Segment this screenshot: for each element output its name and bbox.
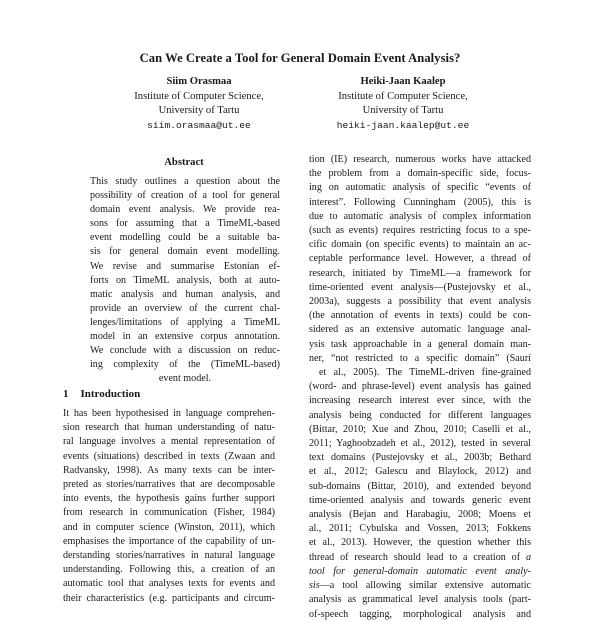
introduction-column-2 [309,153,531,622]
section-heading-introduction [63,388,140,400]
body-line: ysis task approachable in a general domain man- [309,338,531,350]
abstract-line: forts on TimeML analysis, both at auto- [90,274,280,286]
body-line: ner, “not restricted to a specific domain” (Saurí [309,352,531,364]
body-line: of-speech tagging, morphological analysis and [309,608,531,620]
paper-title: Can We Create a Tool for General Domain Event Analysis? [139,51,461,65]
author-name: Siim Orasmaa [166,76,232,87]
author-affiliation: Institute of Computer Science, [134,90,264,102]
body-line: 2011; Yaghoobzadeh et al., 2012), tested in several [309,438,531,450]
body-line: ral language involves a mental representation of [63,436,275,448]
introduction-column-1 [63,407,275,606]
abstract-body [90,175,280,386]
abstract-line: We revise and summarise Estonian ef- [90,260,280,272]
body-line: the problem from a domain-specific side, focus- [309,168,531,180]
body-line: et al., 2013). However, the question whether this [309,537,531,549]
abstract-line: provide an overview of the current chal- [90,302,280,314]
body-line: (Bittar, 2010; Xue and Zhou, 2010; Caselli et al., [309,423,531,435]
italic-text: a [525,551,531,563]
italic-text: sis [309,580,320,592]
body-line: research, initiated by TimeML—a framework for [309,267,531,279]
abstract-line: This study outlines a question about the [90,176,280,187]
body-line: sub-domains (Bittar, 2010), and extended beyond [309,480,531,492]
body-line: interest”. Following Cunningham (2005), this is [309,196,531,208]
body-line: time-oriented analysis and towards generic event [309,494,531,506]
body-line: increasing research interest ever since, with the [309,395,531,407]
author-block-1 [84,75,314,133]
abstract-line: We conclude with a discussion on reduc- [90,345,280,357]
body-line [309,579,531,593]
body-line: It has been hypothesised in language comprehen- [63,408,275,419]
body-line: tion (IE) research, numerous works have attacked [309,154,531,165]
abstract-line: ing complexity of the (TimeML-based) [90,359,280,371]
body-line: et al., 2005). The TimeML-driven fine-grained [319,367,531,379]
abstract-line: sis for general domain event modelling. [90,246,280,258]
body-line: emphasises the importance of the capability of un- [63,535,275,547]
author-university: University of Tartu [362,105,444,117]
body-line: text domains (Pustejovsky et al., 2003b; Bethard [309,452,531,464]
abstract-line: model in an extensive corpus annotation. [90,331,280,343]
body-line: understanding. Following this, a creation of an [63,564,275,576]
abstract-line: lenges/limitations of applying a TimeML [90,316,280,328]
body-line: sion research that human understanding of natu- [63,422,275,434]
body-line: (such as events) requires restricting focus to a spe- [309,225,531,237]
body-line: ing on automatic analysis of specific “events of [309,182,531,194]
body-line: tool for general-domain automatic event analy- [309,565,531,577]
body-line: al., 2011; Cybulska and Vossen, 2013; Fokkens [309,523,531,535]
author-affiliation: Institute of Computer Science, [338,90,468,102]
body-line: ceptable performance level. However, a thread of [309,253,531,265]
body-line: analysis as grammatical level analysis tools (part- [309,594,531,606]
abstract-line: event modelling could be a suitable ba- [90,232,280,244]
abstract-line: matic analysis and human analysis, and [90,288,280,300]
author-name: Heiki-Jaan Kaalep [360,76,446,87]
body-line: from research in communication (Fisher, 1984) [63,507,275,519]
body-line: sidered as an extensive automatic language anal- [309,324,531,336]
body-line: analysis (Bejan and Harabagiu, 2008; Moens et [309,509,531,521]
body-line: Radvansky, 1998). As many texts can be inter- [63,464,275,476]
body-line: due to automatic analysis of complex information [309,210,531,222]
section-title: Introduction [80,388,141,400]
body-line: time-oriented event analysis—(Pustejovsky et al., [309,281,531,293]
body-line: events (situations) described in texts (Zwaan and [63,450,275,462]
body-line: 2003a), suggests a possibility that event analysis [309,296,531,308]
body-line: (the annotation of events in texts) could be con- [309,310,531,322]
body-line: analysis being conducted for different languages [309,409,531,421]
abstract-line: event model. [158,373,212,385]
body-line: their characteristics (e.g. participants and circum- [63,592,275,604]
body-line: into events, the hypothesis gains further support [63,493,275,505]
abstract-line: domain event analysis. We provide rea- [90,204,280,216]
body-line: automatic tool that analyses texts for events and [63,578,275,590]
abstract-heading: Abstract [164,157,204,168]
author-university: University of Tartu [158,105,240,117]
body-text: —a tool allowing similar extensive automatic [319,580,531,592]
body-line: and in computer science (Winston, 2011), which [63,521,275,533]
abstract-line: possibility of creation of a tool for general [90,190,280,202]
author-email[interactable]: heiki-jaan.kaalep@ut.ee [336,119,470,131]
body-line [309,551,531,565]
body-line: preted as stories/narratives that are decomposable [63,479,275,491]
body-line: cific domain (on specific events) to maintain an ac- [309,239,531,251]
body-line: derstanding stories/narratives in natural language [63,550,275,562]
author-email[interactable]: siim.orasmaa@ut.ee [147,119,251,131]
body-text: thread of research should lead to a creation of [309,551,521,563]
section-number: 1 [63,388,69,400]
author-block-2 [288,75,518,133]
body-line: (word- and phrase-level) event analysis has gained [309,381,531,393]
abstract-line: sons for assuming that a TimeML-based [90,218,280,230]
body-line: et al., 2012; Galescu and Blaylock, 2012) and [309,466,531,478]
